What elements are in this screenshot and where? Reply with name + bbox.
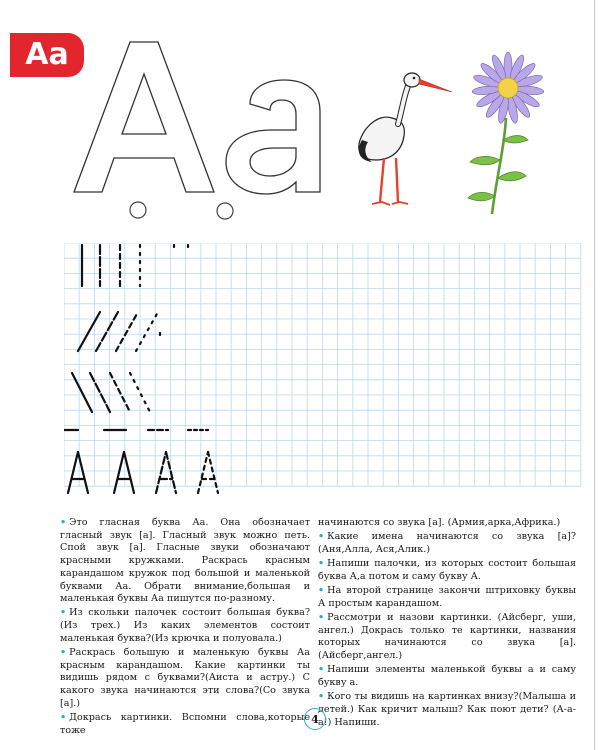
tracing-mark — [156, 452, 166, 493]
tracing-mark — [68, 452, 78, 493]
bullet-icon: • — [318, 664, 325, 676]
writing-grid — [64, 243, 594, 511]
letter-badge: Аа — [10, 33, 84, 77]
col2-paragraph: начинаются со звука [а]. (Армия,арка,Африка.) — [318, 517, 561, 528]
bullet-icon: • — [318, 611, 325, 623]
col2-paragraph: • Напиши палочки, из которых состоит большая буква А,а потом и саму букву А. — [318, 558, 576, 582]
bullet-icon: • — [60, 647, 67, 659]
tracing-mark — [96, 312, 118, 351]
aster-icon — [468, 52, 544, 214]
tracing-mark — [90, 373, 110, 412]
bullet-icon: • — [318, 531, 325, 543]
big-letter-a — [74, 42, 214, 192]
bullet-icon: • — [318, 558, 325, 570]
tracing-mark — [124, 452, 134, 493]
hero-illustration — [0, 0, 600, 230]
tracing-mark — [198, 452, 208, 493]
page-number: 4 — [304, 708, 326, 730]
tracing-mark — [110, 373, 130, 412]
bullet-icon: • — [60, 712, 67, 724]
vowel-circle-small — [217, 203, 233, 219]
col1-paragraph: • Раскрась большую и маленькую буквы Аа красным карандашом. Какие картинки ты видишь рядом с буквами?(Аиста и астру.) С какого звука начинаются эти слова?(Со звука [а].) — [60, 647, 310, 709]
tracing-mark — [114, 452, 124, 493]
instructions-column-1 — [60, 517, 310, 739]
tracing-mark — [166, 452, 176, 493]
bullet-icon: • — [318, 691, 325, 703]
bullet-icon: • — [318, 585, 325, 597]
col1-paragraph: • Докрась картинки. Вспомни слова,которые тоже — [60, 712, 310, 736]
bullet-icon: • — [60, 607, 67, 619]
tracing-mark — [208, 452, 218, 493]
stork-icon — [359, 73, 452, 205]
bullet-icon: • — [60, 517, 67, 528]
tracing-mark — [72, 373, 92, 412]
tracing-mark — [78, 312, 100, 351]
col2-paragraph: • Напиши элементы маленькой буквы а и саму букву а. — [318, 664, 576, 688]
vowel-circle-big — [130, 202, 146, 218]
col2-paragraph: • Рассмотри и назови картинки. (Айсберг, уши, ангел.) Докрась только те картинки, названия которых начинаются со звука [а]. (Айсберг,ангел.) — [318, 611, 576, 662]
col1-paragraph: • Из скольки палочек состоит большая буква?(Из трех.) Из каких элементов состоит маленькая буква?(Из крючка и полуовала.) — [60, 607, 310, 644]
col1-paragraph: • Это гласная буква Аа. Она обозначает гласный звук [а]. Гласный звук можно петь. Спой звук [а]. Гласные звуки обозначают красными кружками. Раскрась красным карандашом кружок под большой и маленькой буквами Аа. Обрати внимание,большая и маленькая буквы Аа пишутся по-разному. — [60, 517, 310, 605]
tracing-mark — [136, 312, 158, 351]
small-letter-a — [226, 80, 320, 194]
col2-paragraph: • На второй странице закончи штриховку буквы А простым карандашом. — [318, 585, 576, 609]
tracing-mark — [116, 312, 138, 351]
col2-paragraph: • Какие имена начинаются со звука [а]?(Аня,Алла, Ася,Алик.) — [318, 531, 576, 555]
instructions-column-2 — [318, 517, 576, 731]
col2-paragraph: • Кого ты видишь на картинках внизу?(Малыша и детей.) Как кричит малыш? Как поют дети? (А-а-а!) Напиши. — [318, 691, 576, 728]
